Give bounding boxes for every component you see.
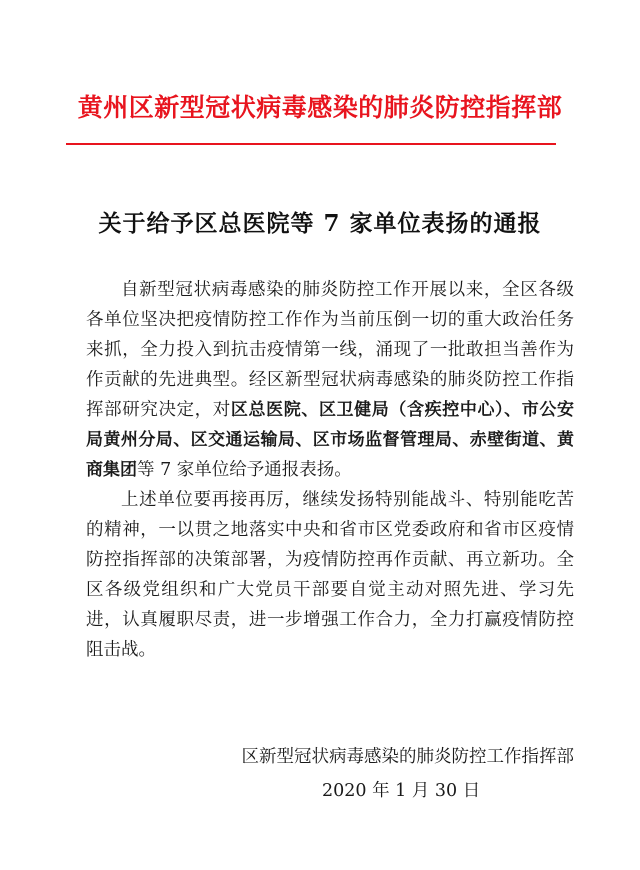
signature-date: 2020 年 1 月 30 日 (322, 781, 481, 801)
paragraph-1-tail: 等 7 家单位给予通报表扬。 (137, 460, 352, 480)
issuing-organization-title: 黄州区新型冠状病毒感染的肺炎防控指挥部 (77, 93, 563, 122)
signature-organization: 区新型冠状病毒感染的肺炎防控工作指挥部 (241, 747, 574, 767)
document-title: 关于给予区总医院等 7 家单位表扬的通报 (98, 210, 542, 237)
paragraph-1 (86, 275, 574, 485)
commended-units: 区总医院、区卫健局（含疾控中心）、市公安局黄州分局、区交通运输局、区市场监督管理局、赤壁街道、黄商集团 (86, 400, 575, 480)
paragraph-2: 上述单位要再接再厉，继续发扬特别能战斗、特别能吃苦的精神，一以贯之地落实中央和省市区党委政府和省市区疫情防控指挥部的决策部署，为疫情防控再作贡献、再立新功。全区各级党组织和广大党员干部要自觉主动对照先进、学习先进，认真履职尽责，进一步增强工作合力，全力打赢疫情防控阻击战。 (86, 490, 574, 660)
header-red-rule (66, 143, 556, 145)
paragraph-1-lead: 自新型冠状病毒感染的肺炎防控工作开展以来，全区各级各单位坚决把疫情防控工作作为当前压倒一切的重大政治任务来抓，全力投入到抗击疫情第一线，涌现了一批敢担当善作为作贡献的先进典型。经区新型冠状病毒感染的肺炎防控工作指挥部研究决定，对 (86, 280, 574, 420)
document-body (86, 275, 574, 665)
